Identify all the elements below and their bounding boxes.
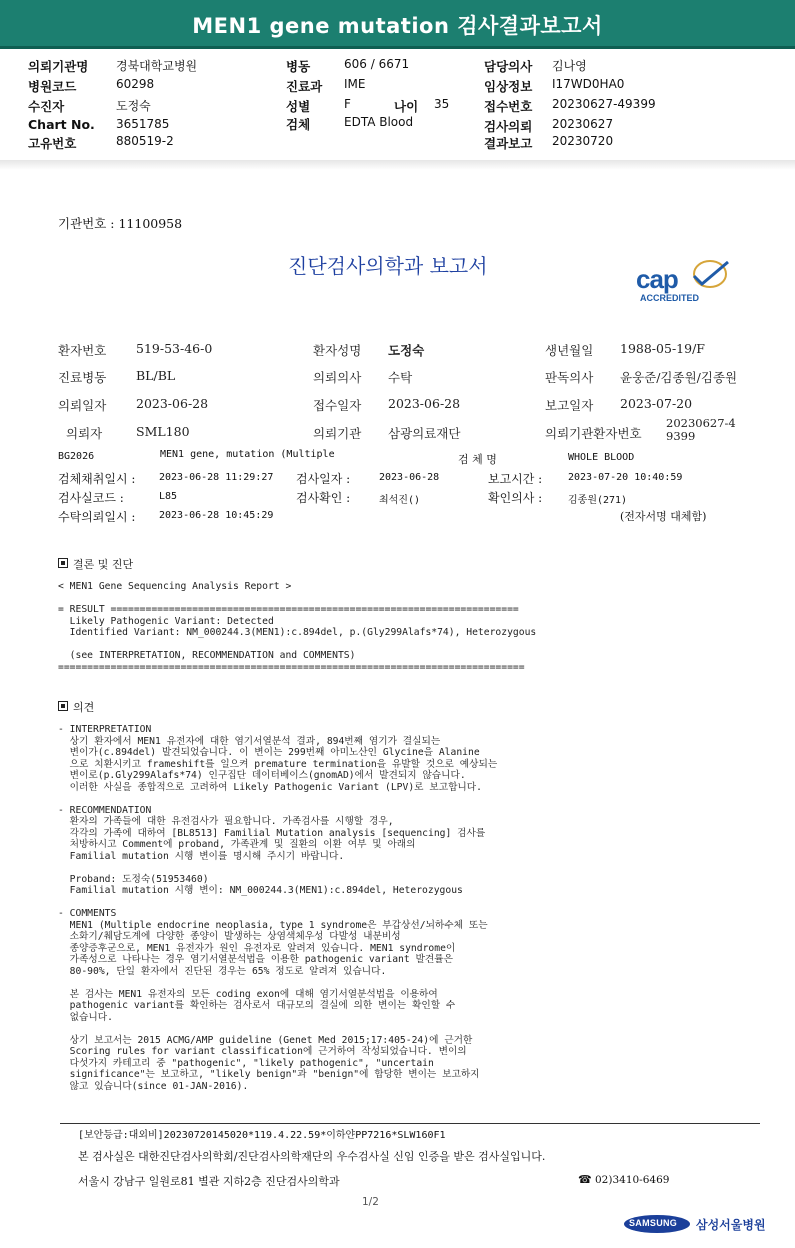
label-specimen: 검체 (286, 117, 311, 132)
value-doctor: 김나영 (552, 59, 587, 73)
page-number: 1/2 (362, 1196, 379, 1208)
phone-icon: ☎ (578, 1173, 592, 1186)
section-bullet-icon (58, 701, 68, 711)
value-clinical-info: I17WD0HA0 (552, 77, 625, 91)
label-report-date: 보고일자 (545, 398, 594, 413)
value-chart-no: 3651785 (116, 117, 170, 131)
confirm-value: 김종원(271) (568, 495, 628, 506)
label-unique-no: 고유번호 (28, 136, 77, 151)
value-specimen: EDTA Blood (344, 115, 414, 129)
label-patient-name: 환자성명 (313, 343, 362, 358)
test-code: BG2026 (58, 451, 95, 462)
order-label: 수탁의뢰일시 : (58, 510, 136, 524)
checker-value: 최석진() (379, 495, 421, 506)
opinion-body: - INTERPRETATION 상기 환자에서 MEN1 유전자에 대한 염기서열분석 결과, 894번째 염기가 결실되는 변이가(c.894del) 발견되었습니다. 이 변이는 299번째 아미노산인 Glycine을 Alanine 으로 치환시키고 frameshift를 일으켜 premature termination을 유발할 것으로 예상되는 변이로(p.Gly299Alafs*74) 인구집단 데이터베이스(gnomAD)에서 발견되지 않습니다. 이러한 사실을 종합적으로 고려하여 Likely Pathogenic Variant (LPV)로 보고합니다. - RECOMMENDATION 환자의 가족들에 대한 유전검사가 필요합니다. 가족검사를 시행할 경우, 각각의 가족에 대하여 [BL8513] Familial Mutation analysis [sequencing] 검사를 처방하시고 Comment에 proband, 가족관계 및 질환의 이환 여부 및 아래의 Familial mutation 시행 변이를 명시해 주시기 바랍니다. Proband: 도정숙(51953460) Familial mutation 시행 변이: NM_000244.3(MEN1):c.894del, Heterozygous - COMMENTS MEN1 (Multiple endocrine neoplasia, type 1 syndrome은 부갑상선/뇌하수체 또는 소화기/췌담도계에 다양한 종양이 발생하는 상염색체우성 다발성 내분비성 종양증후군으로, MEN1 유전자가 원인 유전자로 알려져 있습니다. MEN1 syndrome이 가족성으로 나타나는 경우 염기서열분석법을 이용한 pathogenic variant 발견률은 80-90%, 단일 환자에서 진단된 경우는 65% 정도로 알려져 있습니다. 본 검사는 MEN1 유전자의 모든 coding exon에 대해 염기서열분석법을 이용하여 pathogenic variant를 확인하는 검사로서 대규모의 결실에 의한 변이는 확인할 수 없습니다. 상기 보고서는 2015 ACMG/AMP guideline (Genet Med 2015;17:405-24)에 근거한 Scoring rules for variant classification에 근거하여 작성되었습니다. 변이의 다섯가지 카테고리 중 "pathogenic", "likely pathogenic", "uncertain significance"는 보고하고, "likely benign"과 "benign"에 합당한 변이는 보고하지 않고 있습니다(since 01-JAN-2016). (58, 724, 498, 1092)
value-receipt-date: 2023-06-28 (388, 396, 461, 411)
label-doctor: 담당의사 (484, 59, 533, 74)
label-department: 진료과 (286, 79, 323, 94)
label-birth-date: 생년월일 (545, 343, 594, 358)
label-age: 나이 (394, 99, 419, 114)
value-patient-name: 도정숙 (388, 343, 425, 358)
value-receipt-no: 20230627-49399 (552, 97, 656, 111)
value-requester-org: 경북대학교병원 (116, 59, 198, 73)
testdate-value: 2023-06-28 (379, 472, 440, 483)
value-patient: 도정숙 (116, 99, 151, 113)
label-receipt-date: 접수일자 (313, 398, 362, 413)
label-clinical-info: 임상정보 (484, 79, 533, 94)
checker-label: 검사확인 : (296, 491, 351, 505)
cap-logo-text: cap (636, 264, 678, 294)
samsung-logo (624, 1213, 690, 1235)
label-hospital-code: 병원코드 (28, 79, 77, 94)
value-birth-date: 1988-05-19/F (620, 341, 705, 356)
value-age: 35 (434, 97, 450, 111)
esign-note: (전자서명 대체함) (620, 510, 707, 523)
security-line: [보안등급:대외비]20230720145020*119.4.22.59*이하얀PP7216*SLW160F1 (78, 1130, 446, 1141)
value-requesting-org: 삼광의료재단 (388, 426, 461, 441)
specimen-value: WHOLE BLOOD (568, 452, 635, 463)
reporttime-label: 보고시간 : (488, 472, 543, 486)
report-title: MEN1 gene mutation 검사결과보고서 (192, 14, 603, 38)
hospital-name: 삼성서울병원 (696, 1218, 766, 1232)
label-reading-doctor: 판독의사 (545, 370, 594, 385)
value-patient-no: 519-53-46-0 (136, 341, 213, 356)
value-unique-no: 880519-2 (116, 134, 174, 148)
value-test-request: 20230627 (552, 117, 614, 131)
footer-divider (60, 1123, 760, 1124)
certification-note: 본 검사실은 대한진단검사의학회/진단검사의학재단의 우수검사실 신임 인증을 받은 검사실입니다. (78, 1150, 546, 1163)
title-bar (0, 0, 795, 49)
specimen-label: 검 체 명 (458, 453, 497, 466)
value-ward2: BL/BL (136, 368, 176, 383)
label-org-patient-no: 의뢰기관환자번호 (545, 426, 642, 441)
header-separator (0, 160, 795, 170)
label-patient: 수진자 (28, 99, 65, 114)
label-order-date: 의뢰일자 (58, 398, 107, 413)
value-requester: SML180 (136, 424, 190, 439)
confirm-label: 확인의사 : (488, 491, 543, 505)
samsung-logo-text: SAMSUNG (629, 1218, 678, 1228)
value-department: IME (344, 77, 366, 91)
label-receipt-no: 접수번호 (484, 99, 533, 114)
test-name: MEN1 gene, mutation (Multiple (160, 449, 335, 460)
value-order-date: 2023-06-28 (136, 396, 209, 411)
cap-accredited-text: ACCREDITED (640, 293, 700, 303)
label-result-report: 결과보고 (484, 136, 533, 151)
label-chart-no: Chart No. (28, 117, 95, 132)
value-result-report: 20230720 (552, 134, 614, 148)
section-conclusion-title (58, 556, 133, 572)
institution-number: 기관번호 : 11100958 (58, 216, 183, 231)
order-value: 2023-06-28 10:45:29 (159, 510, 274, 521)
value-org-patient-no: 20230627-49399 (666, 416, 736, 443)
cap-accredited-logo (632, 258, 732, 306)
value-ordering-doctor: 수탁 (388, 370, 413, 385)
label-ward2: 진료병동 (58, 370, 107, 385)
value-reading-doctor: 윤웅준/김종원/김종원 (620, 370, 738, 385)
reporttime-value: 2023-07-20 10:40:59 (568, 472, 683, 483)
section-opinion-title (58, 699, 94, 715)
label-requester-org: 의뢰기관명 (28, 59, 89, 74)
lab-phone: 02)3410-6469 (595, 1174, 670, 1186)
section-conclusion-text: 결론 및 진단 (73, 558, 134, 571)
section-opinion-text: 의견 (73, 701, 95, 714)
value-report-date: 2023-07-20 (620, 396, 693, 411)
value-ward: 606 / 6671 (344, 57, 410, 71)
label-ordering-doctor: 의뢰의사 (313, 370, 362, 385)
collect-label: 검체채취일시 : (58, 472, 136, 486)
label-requesting-org: 의뢰기관 (313, 426, 362, 441)
label-ward: 병동 (286, 59, 311, 74)
value-hospital-code: 60298 (116, 77, 155, 91)
label-requester: 의뢰자 (66, 426, 103, 441)
conclusion-body: < MEN1 Gene Sequencing Analysis Report > = RESULT ====================================================================== Likely Pathogenic Variant: Detected Identified Variant: NM_000244.3(MEN1):c.894del, p.(Gly299Alafs*74), Heterozygous (see INTERPRETATION, RECOMMENDATION and COMMENTS) ================================================================================ (58, 581, 537, 673)
lab-address: 서울시 강남구 일원로81 별관 지하2층 진단검사의학과 (78, 1175, 340, 1188)
collect-value: 2023-06-28 11:29:27 (159, 472, 274, 483)
cap-check-icon (688, 258, 732, 290)
report-heading: 진단검사의학과 보고서 (288, 254, 488, 278)
testdate-label: 검사일자 : (296, 472, 351, 486)
label-patient-no: 환자번호 (58, 343, 107, 358)
room-value: L85 (159, 491, 178, 502)
value-sex: F (344, 97, 351, 111)
section-bullet-icon (58, 558, 68, 568)
label-sex: 성별 (286, 99, 311, 114)
room-label: 검사실코드 : (58, 491, 124, 505)
label-test-request: 검사의뢰 (484, 119, 533, 134)
